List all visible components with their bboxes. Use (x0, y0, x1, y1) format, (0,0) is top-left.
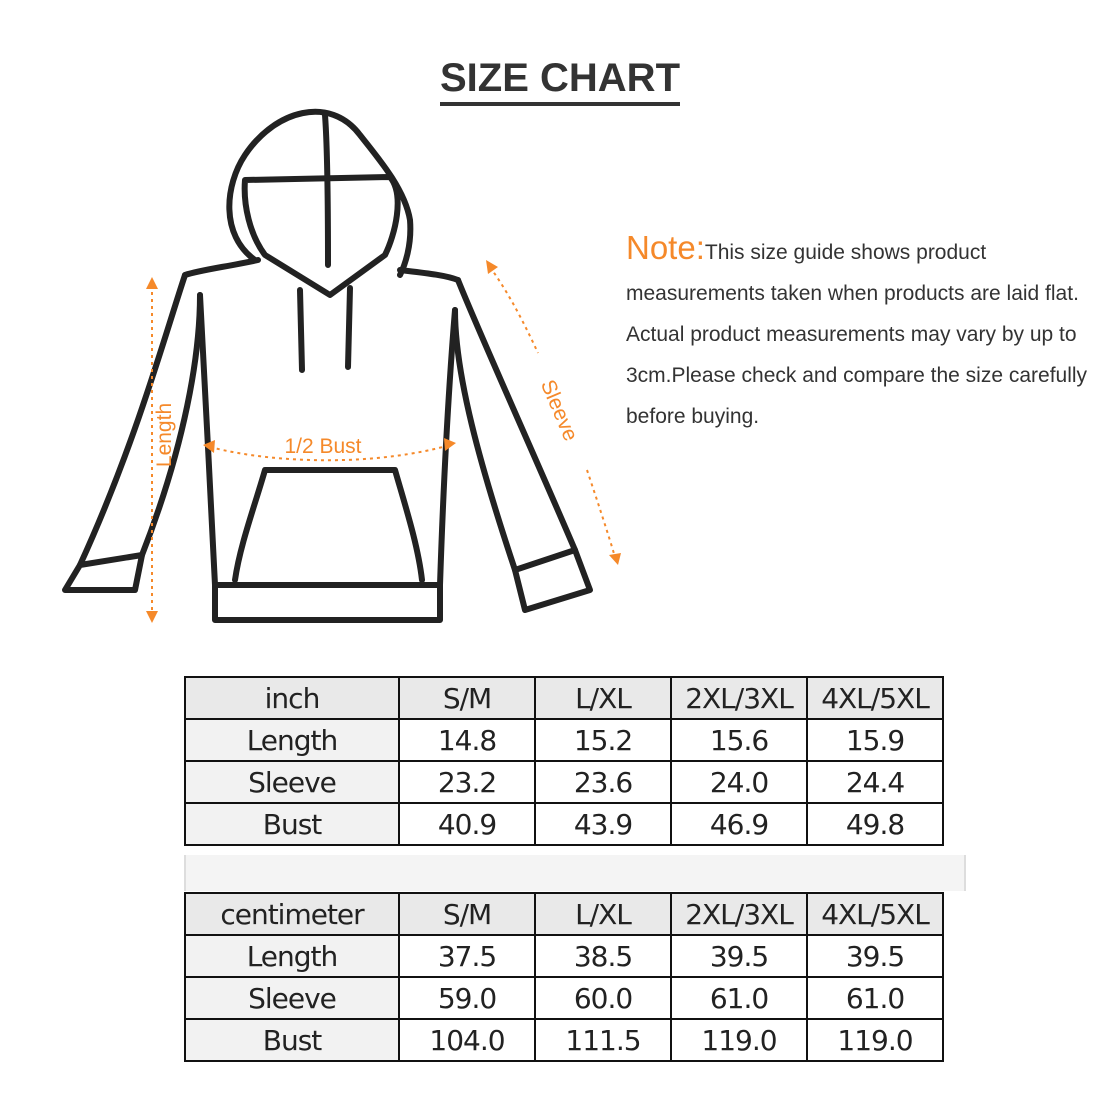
hoodie-diagram (60, 95, 640, 635)
table-header-cell: 2XL/3XL (671, 893, 807, 935)
table-cell: 39.5 (807, 935, 943, 977)
table-cell: 119.0 (807, 1019, 943, 1061)
table-cell: 15.6 (671, 719, 807, 761)
table-cell: 40.9 (399, 803, 535, 845)
table-cell: 59.0 (399, 977, 535, 1019)
table-cell: 24.0 (671, 761, 807, 803)
table-cell: 43.9 (535, 803, 671, 845)
bust-dimension-label: 1/2 Bust (284, 435, 362, 458)
table-header-cell: 4XL/5XL (807, 677, 943, 719)
table-cell: 104.0 (399, 1019, 535, 1061)
inch-size-table (184, 676, 944, 846)
table-header-row (185, 893, 943, 935)
table-cell: 60.0 (535, 977, 671, 1019)
table-row-label: Bust (185, 1019, 399, 1061)
sleeve-dimension-label: Sleeve (535, 376, 583, 445)
table-cell: 46.9 (671, 803, 807, 845)
table-cell: 15.2 (535, 719, 671, 761)
table-cell: 111.5 (535, 1019, 671, 1061)
length-dimension-label: Length (153, 402, 176, 468)
table-cell: 119.0 (671, 1019, 807, 1061)
table-cell: 37.5 (399, 935, 535, 977)
table-cell: 38.5 (535, 935, 671, 977)
table-row-label: Sleeve (185, 761, 399, 803)
table-cell: 23.6 (535, 761, 671, 803)
table-cell: 15.9 (807, 719, 943, 761)
table-row (185, 977, 943, 1019)
table-row (185, 761, 943, 803)
centimeter-size-table (184, 892, 944, 1062)
table-row-label: Length (185, 935, 399, 977)
table-header-cell: L/XL (535, 677, 671, 719)
hoodie-outline-icon (60, 95, 640, 635)
note-label: Note: (626, 229, 705, 266)
table-row-label: Bust (185, 803, 399, 845)
note-text: This size guide shows product measurements taken when products are laid flat. Actual product measurements may vary by up to 3cm.Please check and compare the size carefully before buying. (626, 241, 1088, 428)
title-text: SIZE CHART (440, 56, 680, 106)
table-cell: 24.4 (807, 761, 943, 803)
table-header-cell: centimeter (185, 893, 399, 935)
table-separator (184, 855, 966, 891)
table-cell: 61.0 (807, 977, 943, 1019)
table-header-row (185, 677, 943, 719)
table-row (185, 803, 943, 845)
table-header-cell: 2XL/3XL (671, 677, 807, 719)
table-cell: 14.8 (399, 719, 535, 761)
size-note (626, 227, 1096, 437)
table-cell: 39.5 (671, 935, 807, 977)
table-row-label: Length (185, 719, 399, 761)
table-row (185, 935, 943, 977)
table-header-cell: 4XL/5XL (807, 893, 943, 935)
table-header-cell: L/XL (535, 893, 671, 935)
table-cell: 49.8 (807, 803, 943, 845)
table-header-cell: inch (185, 677, 399, 719)
table-row (185, 1019, 943, 1061)
table-header-cell: S/M (399, 893, 535, 935)
table-cell: 23.2 (399, 761, 535, 803)
table-row-label: Sleeve (185, 977, 399, 1019)
table-header-cell: S/M (399, 677, 535, 719)
table-cell: 61.0 (671, 977, 807, 1019)
table-row (185, 719, 943, 761)
